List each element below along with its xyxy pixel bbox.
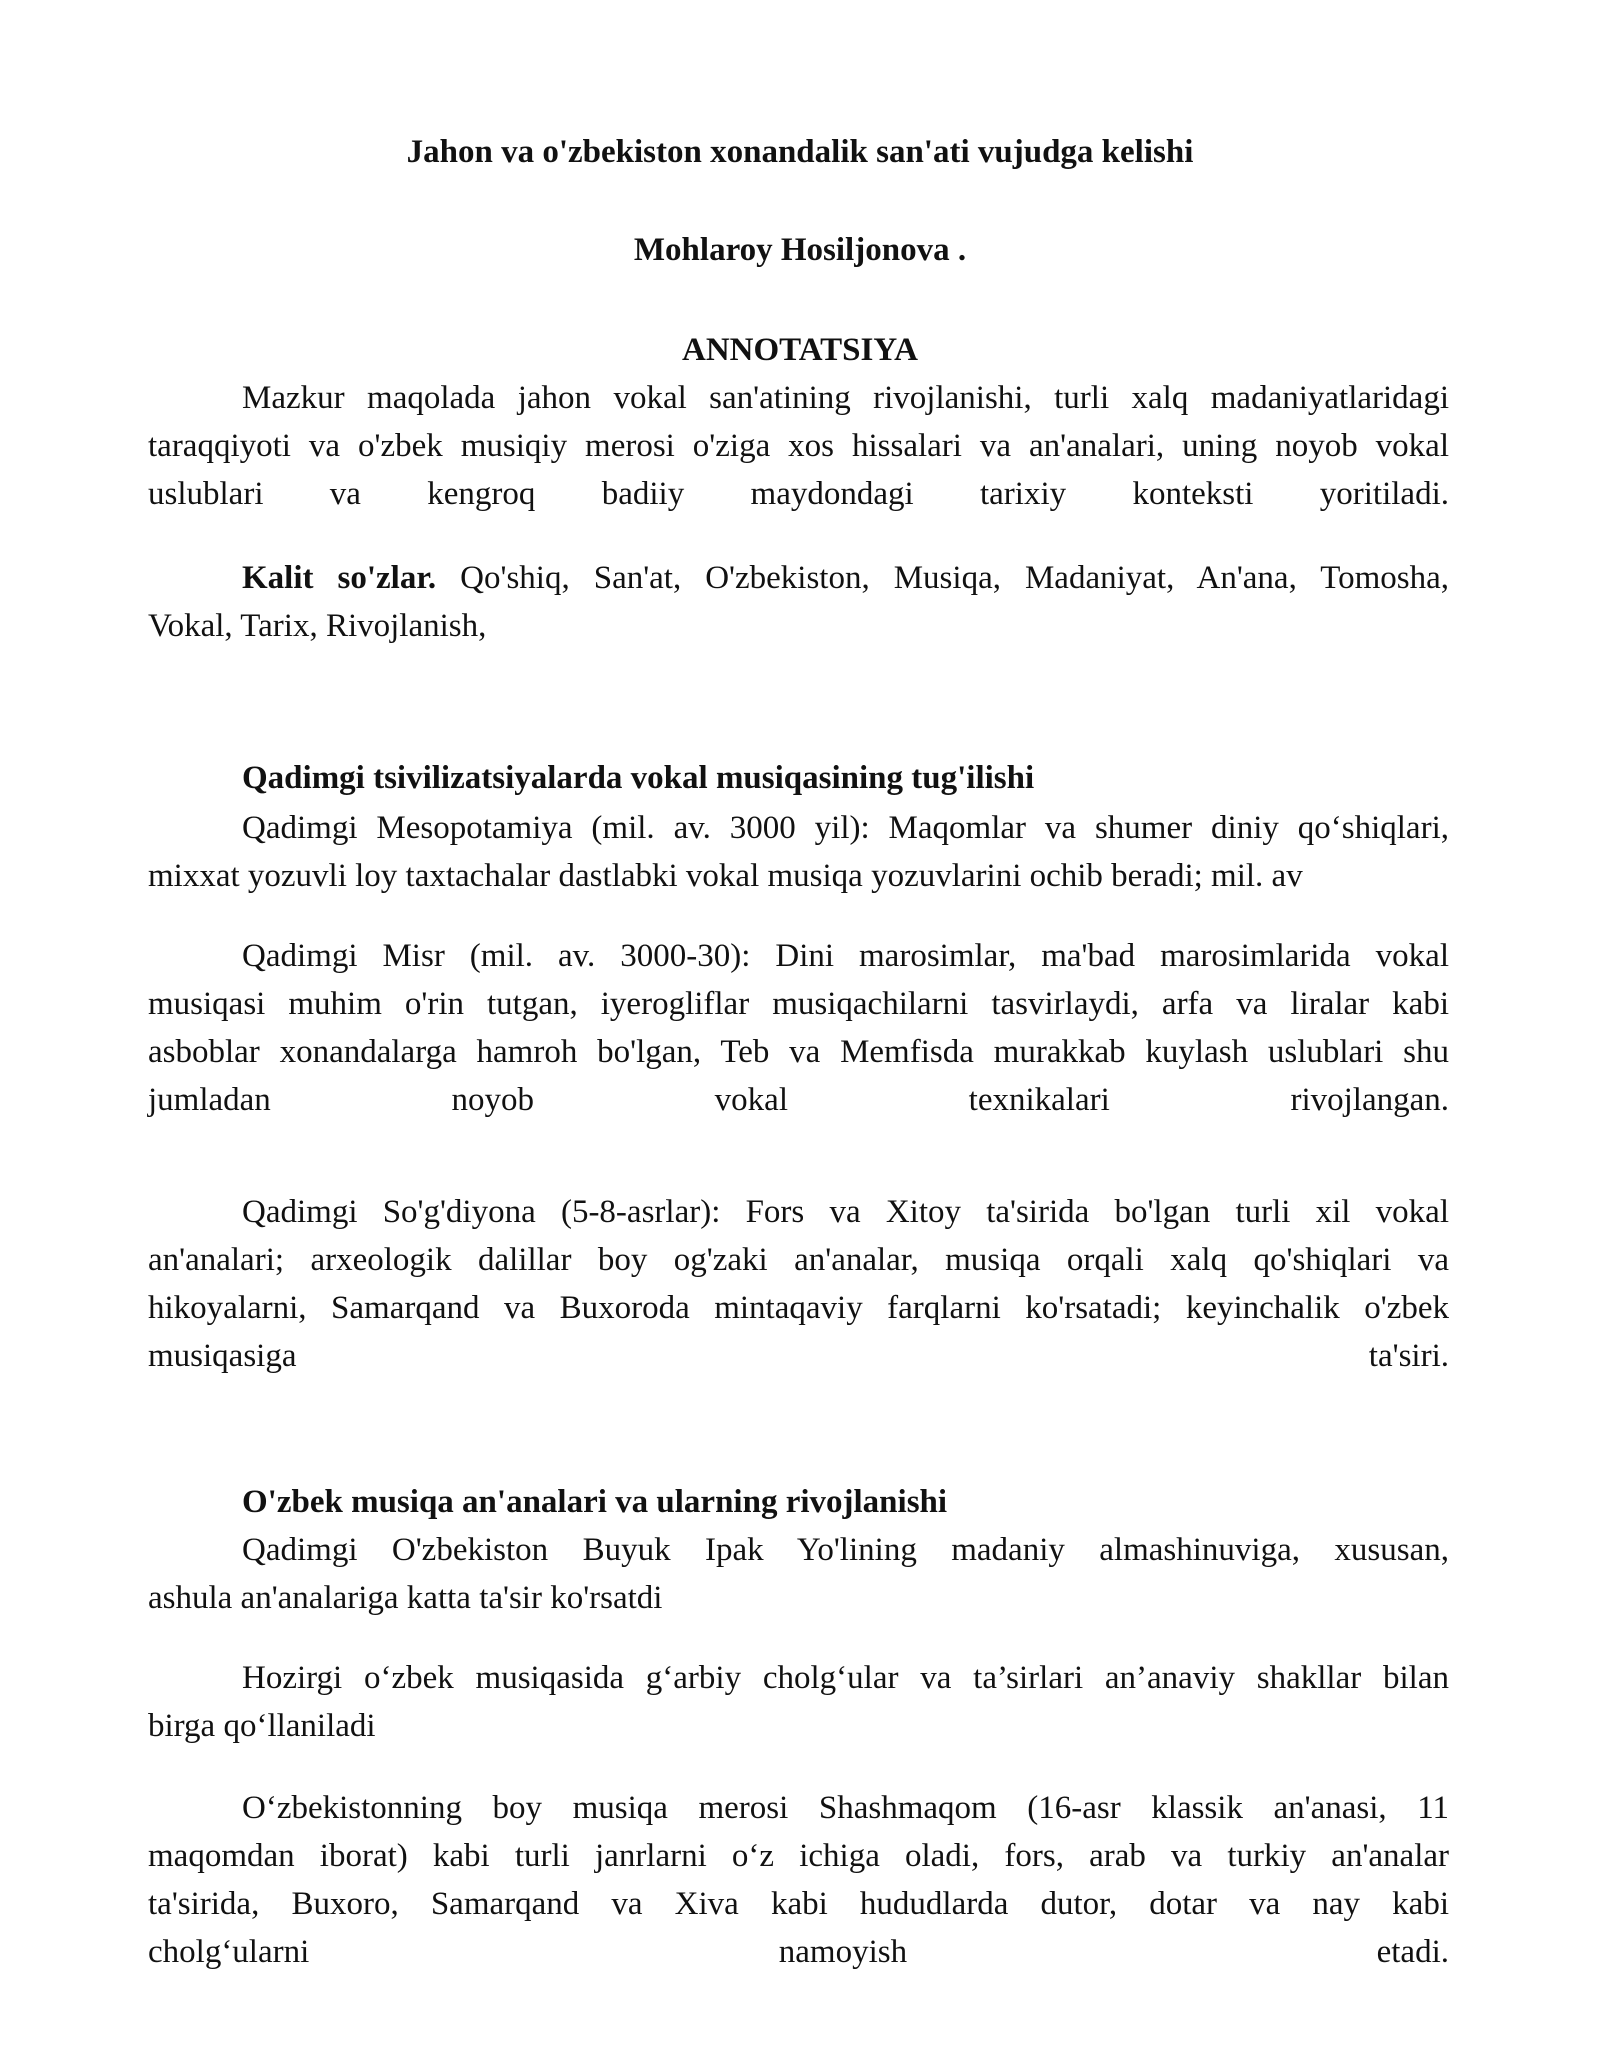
section-heading: Qadimgi tsivilizatsiyalarda vokal musiqasining tug'ilishi — [242, 760, 1035, 796]
annotation-line: uslublari va kengroq badiiy maydondagi tarixiy konteksti yoritiladi. — [148, 476, 1449, 512]
paragraph-line: Qadimgi Mesopotamiya (mil. av. 3000 yil): Maqomlar va shumer diniy qo‘shiqlari, — [242, 810, 1449, 846]
paragraph-line: hikoyalarni, Samarqand va Buxoroda mintaqaviy farqlarni ko'rsatadi; keyinchalik o'zbek — [148, 1290, 1449, 1326]
paragraph-line: jumladan noyob vokal texnikalari rivojlangan. — [148, 1082, 1449, 1118]
paragraph-line: birga qo‘llaniladi — [148, 1708, 376, 1744]
paragraph-line: musiqasiga ta'siri. — [148, 1338, 1449, 1374]
annotation-line: Mazkur maqolada jahon vokal san'atining rivojlanishi, turli xalq madaniyatlaridagi — [242, 380, 1449, 416]
keywords-line: Vokal, Tarix, Rivojlanish, — [148, 608, 487, 644]
keywords-label: Kalit so'zlar. — [242, 560, 437, 596]
paragraph-line: asboblar xonandalarga hamroh bo'lgan, Teb va Memfisda murakkab kuylash uslublari shu — [148, 1034, 1449, 1070]
paragraph-line: ashula an'analariga katta ta'sir ko'rsatdi — [148, 1580, 663, 1616]
keywords-line — [242, 558, 1449, 598]
paragraph-line: Qadimgi Misr (mil. av. 3000-30): Dini marosimlar, ma'bad marosimlarida vokal — [242, 938, 1449, 974]
author-name: Mohlaroy Hosiljonova . — [633, 232, 967, 268]
paragraph-line: an'analari; arxeologik dalillar boy og'zaki an'analar, musiqa orqali xalq qo'shiqlari va — [148, 1242, 1449, 1278]
section-heading: O'zbek musiqa an'analari va ularning rivojlanishi — [242, 1484, 948, 1520]
paragraph-line: Hozirgi o‘zbek musiqasida g‘arbiy cholg‘ular va ta’sirlari an’anaviy shakllar bilan — [242, 1660, 1449, 1696]
paragraph-line: maqomdan iborat) kabi turli janrlarni o‘z ichiga oladi, fors, arab va turkiy an'analar — [148, 1838, 1449, 1874]
paragraph-line: ta'sirida, Buxoro, Samarqand va Xiva kabi hududlarda dutor, dotar va nay kabi — [148, 1886, 1449, 1922]
document-title: Jahon va o'zbekiston xonandalik san'ati vujudga kelishi — [406, 134, 1194, 170]
paragraph-line: musiqasi muhim o'rin tutgan, iyerogliflar musiqachilarni tasvirlaydi, arfa va liralar kabi — [148, 986, 1449, 1022]
paragraph-line: cholg‘ularni namoyish etadi. — [148, 1934, 1449, 1970]
annotation-heading: ANNOTATSIYA — [682, 332, 918, 368]
annotation-line: taraqqiyoti va o'zbek musiqiy merosi o'ziga xos hissalari va an'analari, uning noyob vokal — [148, 428, 1449, 464]
paragraph-line: mixxat yozuvli loy taxtachalar dastlabki vokal musiqa yozuvlarini ochib beradi; mil. av — [148, 858, 1303, 894]
paragraph-line: O‘zbekistonning boy musiqa merosi Shashmaqom (16-asr klassik an'anasi, 11 — [242, 1790, 1449, 1826]
paragraph-line: Qadimgi So'g'diyona (5-8-asrlar): Fors va Xitoy ta'sirida bo'lgan turli xil vokal — [242, 1194, 1449, 1230]
keywords-list: Qo'shiq, San'at, O'zbekiston, Musiqa, Madaniyat, An'ana, Tomosha, — [436, 560, 1449, 596]
paragraph-line: Qadimgi O'zbekiston Buyuk Ipak Yo'lining madaniy almashinuviga, xususan, — [242, 1532, 1449, 1568]
